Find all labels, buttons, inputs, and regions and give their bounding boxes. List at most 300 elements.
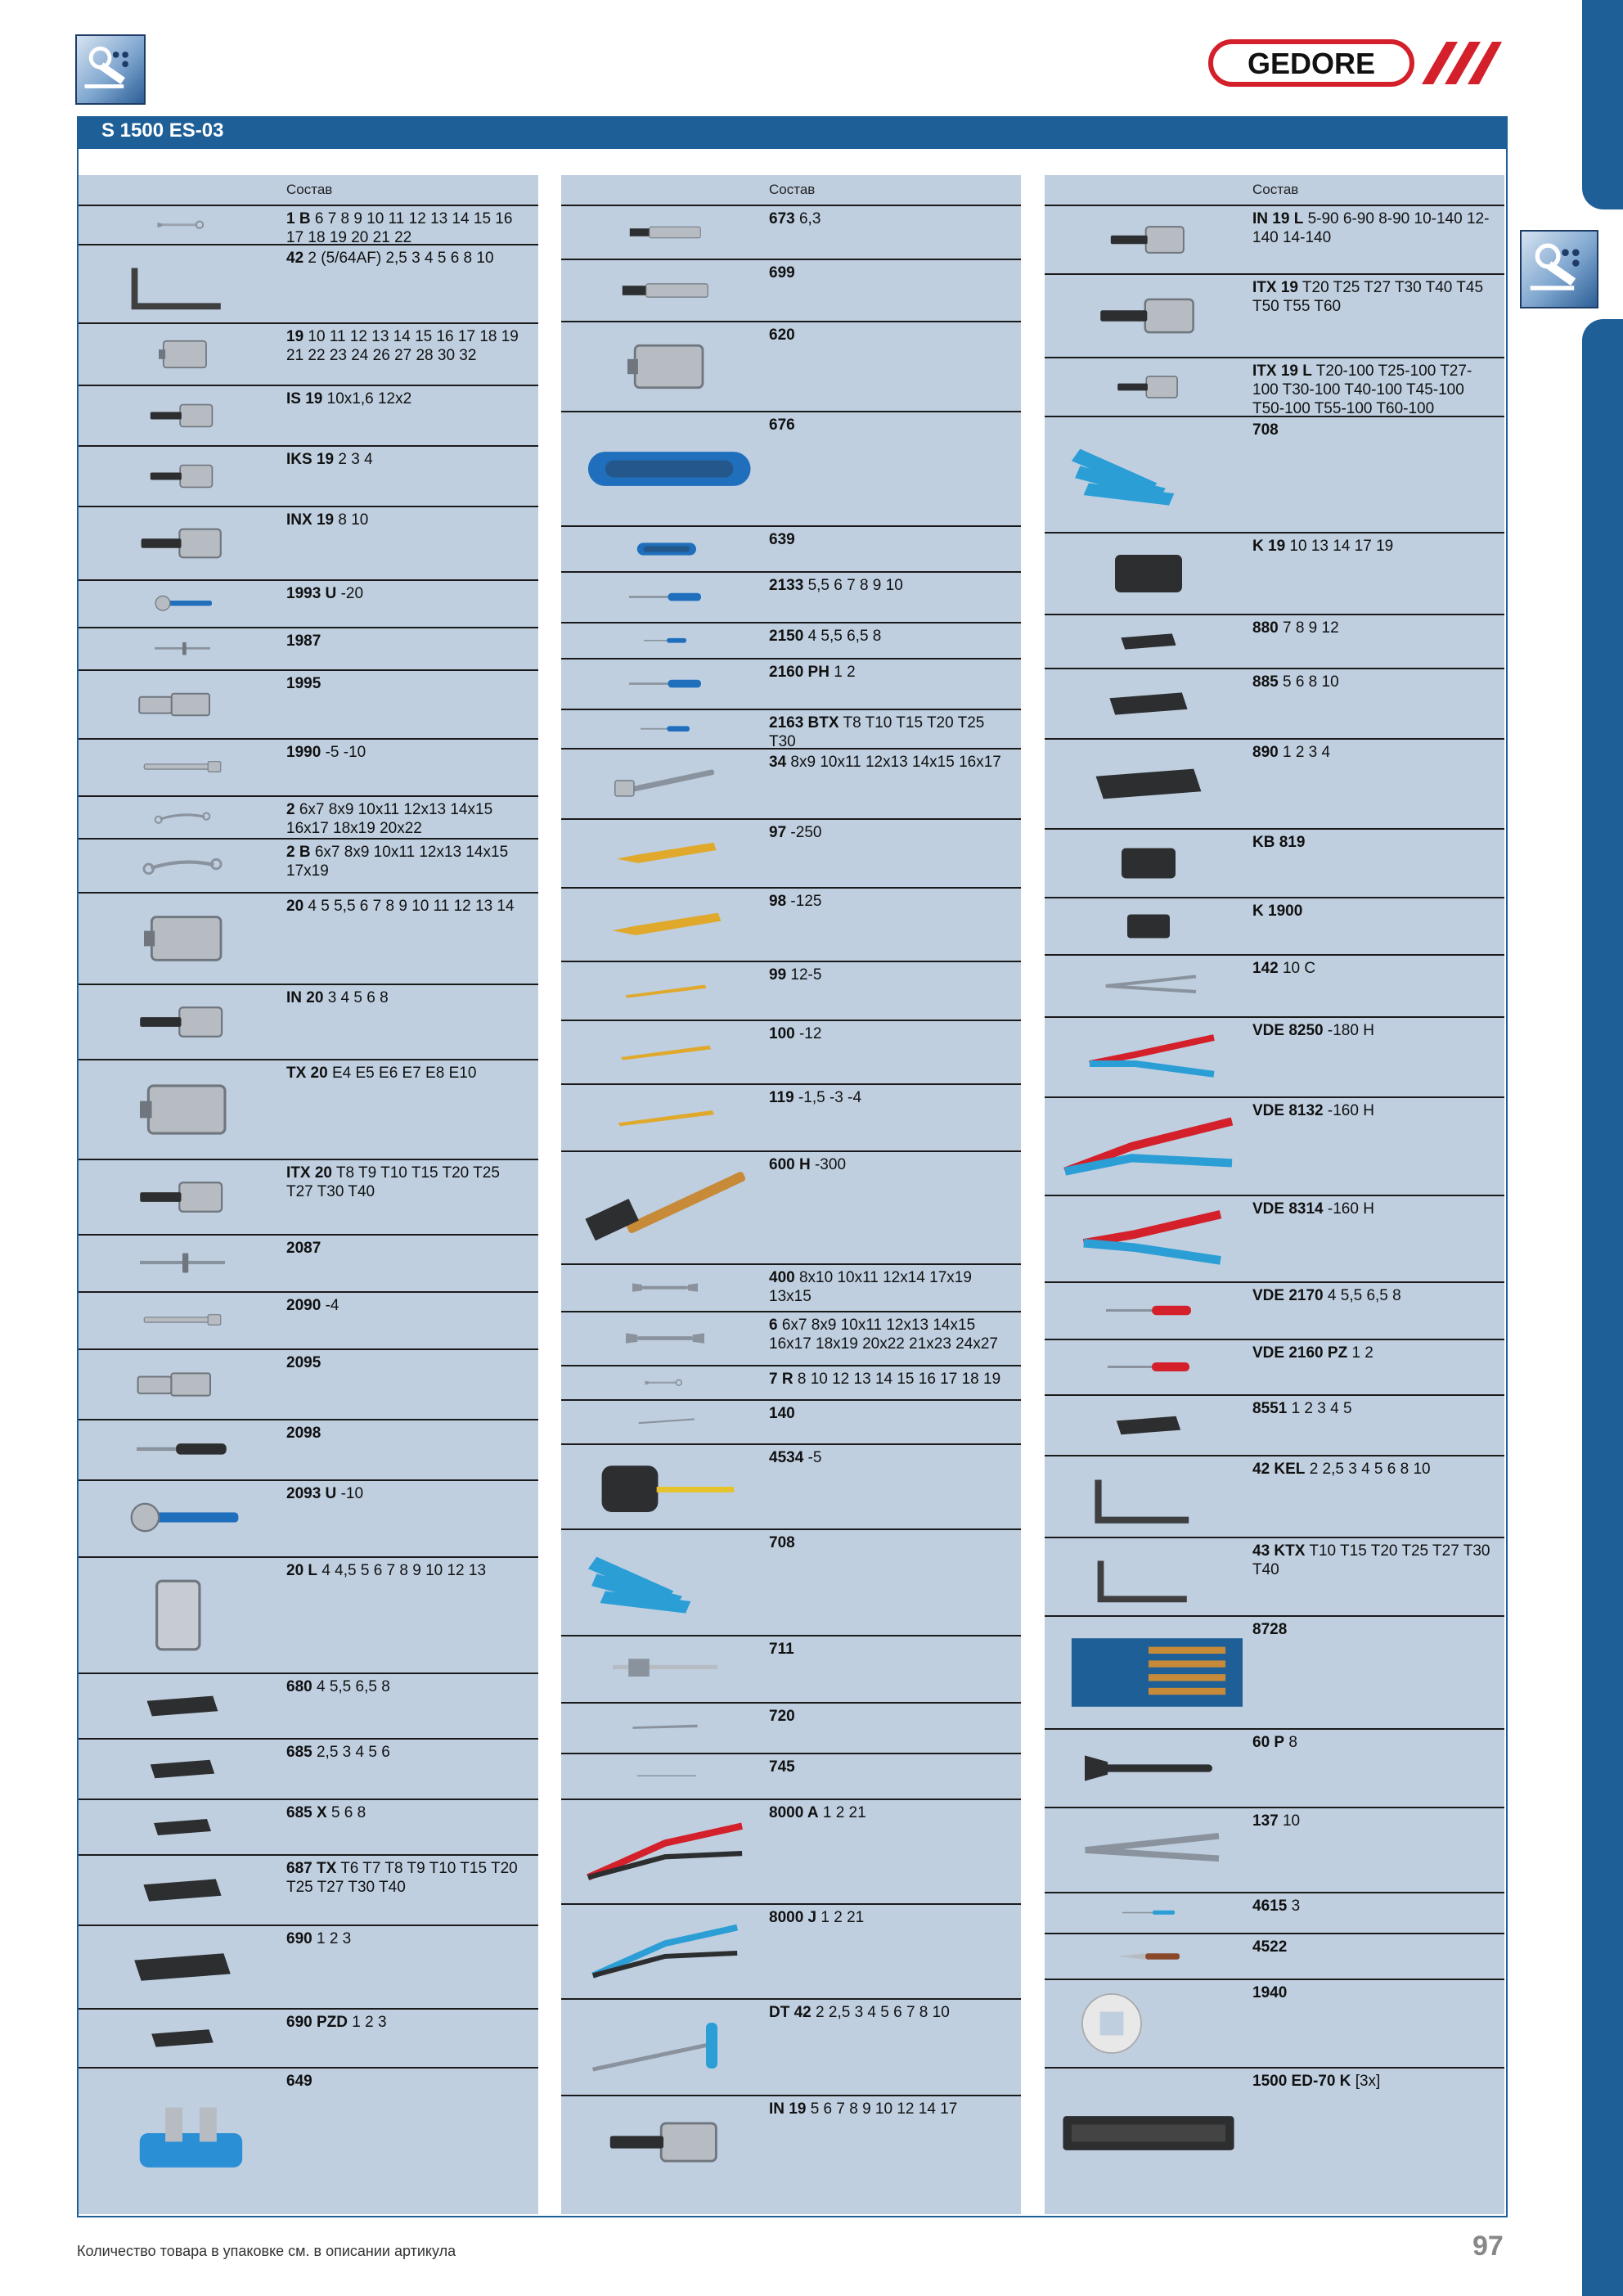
tray-icon xyxy=(1054,2075,1243,2191)
tool-sizes: 4 4,5 5 6 7 8 9 10 12 13 xyxy=(321,1562,487,1579)
tool-description xyxy=(1252,1620,1496,1639)
tool-row xyxy=(79,1159,538,1234)
chisel-icon xyxy=(571,826,759,880)
tool-code: 1940 xyxy=(1252,1984,1288,2001)
tool-row xyxy=(1045,1537,1504,1615)
screwdriver-socket-icon xyxy=(88,393,276,439)
tool-row xyxy=(1045,1281,1504,1339)
column-header xyxy=(561,175,1021,205)
tool-code: K 19 xyxy=(1252,538,1286,555)
bit-icon xyxy=(1054,746,1243,822)
tool-description xyxy=(286,1743,530,1762)
tool-row xyxy=(1045,738,1504,828)
screwdriver-icon xyxy=(571,717,759,741)
tool-row xyxy=(1045,1892,1504,1933)
tool-sizes: 4 5,5 6,5 8 xyxy=(1327,1287,1401,1304)
page-number: 97 xyxy=(1472,2231,1504,2262)
tool-row xyxy=(79,244,538,322)
tool-description xyxy=(769,1155,1013,1174)
tool-row xyxy=(1045,205,1504,273)
tool-description xyxy=(1252,1460,1496,1479)
tool-sizes: 2 2,5 3 4 5 6 7 8 10 xyxy=(816,2004,950,2021)
tool-description xyxy=(769,1533,1013,1552)
tool-row xyxy=(561,1998,1021,2095)
tool-description xyxy=(1252,2072,1496,2091)
tool-sizes: 2 2,5 3 4 5 6 8 10 xyxy=(1309,1461,1431,1478)
tool-code: 639 xyxy=(769,531,795,548)
tool-code: 2093 U xyxy=(286,1485,337,1502)
bit-icon xyxy=(1054,1402,1243,1448)
tool-description xyxy=(1252,1897,1496,1916)
tool-code: ITX 20 xyxy=(286,1164,332,1182)
screwdriver-socket-icon xyxy=(1054,213,1243,267)
tool-row xyxy=(79,892,538,984)
tool-row xyxy=(79,1348,538,1419)
tool-row xyxy=(79,506,538,579)
tool-row xyxy=(79,385,538,445)
tool-column-1 xyxy=(79,175,538,2214)
tool-column-2 xyxy=(561,175,1021,2214)
tool-code: 142 xyxy=(1252,960,1279,977)
tool-row xyxy=(561,1635,1021,1702)
bit-icon xyxy=(1054,676,1243,732)
tool-description xyxy=(1252,1101,1496,1120)
knife-icon xyxy=(1054,1941,1243,1972)
screwdriver-icon xyxy=(571,579,759,615)
bit-icon xyxy=(88,1862,276,1918)
socket-icon xyxy=(88,331,276,378)
ratchet-icon xyxy=(88,1488,276,1550)
screwdriver-socket-icon xyxy=(1054,365,1243,409)
tool-column-3 xyxy=(1045,175,1504,2214)
tool-description xyxy=(286,1424,530,1443)
adjustable-wrench-icon xyxy=(1054,1736,1243,1800)
tool-description xyxy=(286,209,530,244)
spinner-handle-icon xyxy=(88,1427,276,1473)
open-spanner-icon xyxy=(571,1272,759,1304)
tool-description xyxy=(286,674,530,693)
tool-row xyxy=(561,259,1021,321)
tool-row xyxy=(1045,2067,1504,2198)
tool-code: DT 42 xyxy=(769,2004,812,2021)
tool-description xyxy=(769,1448,1013,1467)
tool-sizes: 3 4 5 6 8 xyxy=(327,989,389,1006)
footer-note: Количество товара в упаковке см. в описании артикула xyxy=(77,2243,456,2259)
locking-pliers-icon xyxy=(1054,1815,1243,1885)
tool-code: 100 xyxy=(769,1025,795,1042)
screwdriver-socket-icon xyxy=(571,2103,759,2181)
tool-description xyxy=(286,743,530,762)
tool-row xyxy=(79,795,538,838)
tool-description xyxy=(1252,743,1496,762)
tool-row xyxy=(561,658,1021,709)
tool-row xyxy=(79,1799,538,1854)
tool-sizes: 3 xyxy=(1291,1898,1301,1915)
tool-row xyxy=(1045,954,1504,1016)
bit-holder-icon xyxy=(571,267,759,314)
tool-description xyxy=(286,1164,530,1201)
tool-code: VDE 2160 PZ xyxy=(1252,1344,1348,1362)
tool-description xyxy=(286,1859,530,1897)
tool-sizes: -20 xyxy=(340,585,364,602)
tool-description xyxy=(286,1239,530,1258)
column-header-label: Состав xyxy=(769,182,816,197)
tool-code: 720 xyxy=(769,1708,795,1725)
feeler-icon xyxy=(571,1407,759,1437)
tool-row xyxy=(1045,532,1504,614)
tool-description xyxy=(769,576,1013,595)
combination-wrench-icon xyxy=(571,1373,759,1393)
tool-code: 885 xyxy=(1252,673,1279,691)
tool-description xyxy=(1252,1399,1496,1418)
tool-description xyxy=(769,2003,1013,2022)
screwdriver-socket-icon xyxy=(88,514,276,573)
bit-icon xyxy=(88,1807,276,1848)
tool-sizes: 10 C xyxy=(1282,960,1316,977)
file-set-icon xyxy=(1054,1623,1243,1722)
tool-code: 4522 xyxy=(1252,1938,1288,1956)
tool-code: 137 xyxy=(1252,1812,1279,1830)
tool-code: IN 19 L xyxy=(1252,210,1304,227)
tool-row xyxy=(561,961,1021,1020)
tool-code: 711 xyxy=(769,1641,794,1658)
tool-code: 1500 ED-70 K xyxy=(1252,2073,1351,2090)
combination-pliers-icon xyxy=(1054,1024,1243,1090)
tool-description xyxy=(769,326,1013,344)
tool-code: 140 xyxy=(769,1405,795,1422)
tool-description xyxy=(769,966,1013,984)
tool-sizes: 10 11 12 13 14 15 16 17 18 19 21 22 23 24 26 27 28 30 32 xyxy=(286,328,519,364)
tool-sizes: 2 3 4 xyxy=(338,451,373,468)
tool-description xyxy=(1252,619,1496,637)
tool-row xyxy=(79,1556,538,1672)
side-tab-top xyxy=(1582,0,1623,209)
hammer-icon xyxy=(571,1159,759,1257)
tool-sizes: T10 T15 T20 T25 T27 T30 T40 xyxy=(1252,1542,1490,1578)
tool-row xyxy=(1045,1933,1504,1979)
tool-description xyxy=(286,2013,530,2032)
t-handle-icon xyxy=(88,635,276,663)
extension-bar-icon xyxy=(88,1299,276,1342)
tool-sizes: 10 13 14 17 19 xyxy=(1289,538,1394,555)
tool-row xyxy=(561,571,1021,622)
tool-description xyxy=(286,2072,530,2091)
screwdriver-socket-icon xyxy=(88,453,276,499)
scriber-icon xyxy=(571,1761,759,1792)
tool-code: 2090 xyxy=(286,1297,321,1314)
tool-sizes: 5,5 6 7 8 9 10 xyxy=(807,577,903,594)
tool-code: TX 20 xyxy=(286,1065,328,1082)
tool-sizes: 1 2 21 xyxy=(822,1804,866,1821)
bit-icon xyxy=(88,1681,276,1731)
tool-row xyxy=(1045,1394,1504,1455)
screwdriver-icon xyxy=(571,666,759,702)
tool-description xyxy=(1252,1812,1496,1830)
socket-icon xyxy=(88,1067,276,1152)
screwdriver-socket-icon xyxy=(88,1167,276,1227)
universal-joint-icon xyxy=(88,1357,276,1412)
tool-code: 2087 xyxy=(286,1240,321,1257)
tool-row xyxy=(1045,1615,1504,1728)
tool-description xyxy=(769,714,1013,748)
tool-code: 34 xyxy=(769,754,787,771)
socket-icon xyxy=(88,900,276,977)
extension-bar-icon xyxy=(88,746,276,789)
gedore-logo-text: GEDORE xyxy=(1247,47,1376,80)
tool-code: 685 xyxy=(286,1744,312,1761)
screwdriver-socket-icon xyxy=(88,992,276,1052)
tool-description xyxy=(286,897,530,916)
washer-icon xyxy=(1054,1987,1243,2060)
tool-description xyxy=(1252,209,1496,247)
tool-row xyxy=(561,622,1021,658)
bit-holder-icon xyxy=(571,213,759,252)
tool-code: 708 xyxy=(769,1534,795,1551)
tool-description xyxy=(1252,362,1496,416)
tool-row xyxy=(1045,1195,1504,1281)
tool-row xyxy=(79,1925,538,2008)
ring-spanner-icon xyxy=(88,804,276,831)
column-header-label: Состав xyxy=(1252,182,1299,197)
tool-code: INX 19 xyxy=(286,511,335,529)
tool-description xyxy=(769,753,1013,772)
vde-screwdriver-icon xyxy=(1054,1347,1243,1388)
tool-description xyxy=(769,1803,1013,1822)
tool-description xyxy=(286,327,530,365)
tool-description xyxy=(1252,1286,1496,1305)
tool-row xyxy=(79,1419,538,1479)
circlip-pliers-red-icon xyxy=(571,1807,759,1897)
tool-code: 1987 xyxy=(286,633,321,650)
tool-row xyxy=(561,1903,1021,1998)
tool-row xyxy=(561,1083,1021,1150)
tool-row xyxy=(1045,1016,1504,1096)
tool-code: 620 xyxy=(769,326,795,344)
tool-description xyxy=(769,1370,1013,1389)
tool-code: 60 P xyxy=(1252,1734,1285,1751)
tool-description xyxy=(1252,1021,1496,1040)
tool-row xyxy=(561,1399,1021,1443)
tool-description xyxy=(286,1677,530,1696)
tool-sizes: 1 2 3 4 xyxy=(1282,744,1331,761)
tool-sizes: 8 10 12 13 14 15 16 17 18 19 xyxy=(797,1371,1001,1388)
tool-code: 2133 xyxy=(769,577,804,594)
tool-description xyxy=(769,627,1013,646)
tool-sizes: 1 2 xyxy=(1351,1344,1373,1362)
tool-description xyxy=(1252,833,1496,852)
column-header xyxy=(79,175,538,205)
tool-row xyxy=(79,445,538,506)
tool-row xyxy=(1045,1807,1504,1892)
tool-code: IKS 19 xyxy=(286,451,335,468)
tool-row xyxy=(79,984,538,1059)
tool-row xyxy=(1045,1096,1504,1195)
side-tab-bottom xyxy=(1582,319,1623,2296)
tool-sizes: 4 5,5 6,5 8 xyxy=(807,628,882,645)
tool-row xyxy=(1045,614,1504,668)
tool-description xyxy=(769,1088,1013,1107)
tool-sizes: 4 5,5 6,5 8 xyxy=(316,1678,390,1695)
tool-sizes: 6x7 8x9 10x11 12x13 14x15 16x17 18x19 20x22 xyxy=(286,801,493,837)
tool-description xyxy=(769,663,1013,682)
bit-icon xyxy=(88,1746,276,1792)
column-header xyxy=(1045,175,1504,205)
tool-code: 880 xyxy=(1252,619,1279,637)
tool-description xyxy=(1252,1983,1496,2002)
tool-code: 43 KTX xyxy=(1252,1542,1306,1560)
tool-code: 20 xyxy=(286,898,304,915)
t-hex-key-icon xyxy=(571,2006,759,2088)
tool-sizes: 6x7 8x9 10x11 12x13 14x15 16x17 18x19 20x22 21x23 24x27 xyxy=(769,1317,998,1353)
bit-icon xyxy=(1054,622,1243,661)
tool-description xyxy=(1252,673,1496,691)
tool-sizes: 10x1,6 12x2 xyxy=(326,390,412,407)
tool-code: 2 B xyxy=(286,844,311,861)
tool-code: 97 xyxy=(769,824,787,841)
tool-code: 1990 xyxy=(286,744,321,761)
tool-row xyxy=(561,2095,1021,2188)
tool-row xyxy=(561,1528,1021,1635)
tool-code: 649 xyxy=(286,2073,312,2090)
tape-measure-icon xyxy=(571,1452,759,1522)
tool-row xyxy=(561,205,1021,259)
long-nose-pliers-icon xyxy=(1054,1105,1243,1188)
circlip-pliers-blue-icon xyxy=(571,1911,759,1992)
tool-code: 8000 A xyxy=(769,1804,819,1821)
tool-description xyxy=(769,1707,1013,1726)
tool-description xyxy=(286,511,530,529)
tool-description xyxy=(769,263,1013,282)
tool-row xyxy=(561,525,1021,571)
tool-sizes: 1 2 21 xyxy=(820,1909,865,1926)
tool-sizes: -5 xyxy=(807,1449,822,1466)
punch-icon xyxy=(571,1028,759,1077)
hex-key-icon xyxy=(88,252,276,316)
tool-row xyxy=(79,579,538,627)
tool-description xyxy=(769,1758,1013,1776)
tweezers-icon xyxy=(571,1710,759,1746)
tool-row xyxy=(561,748,1021,818)
tool-description xyxy=(1252,1733,1496,1752)
tool-code: 680 xyxy=(286,1678,312,1695)
tool-code: 42 xyxy=(286,250,304,267)
tool-description xyxy=(769,2100,1013,2118)
tool-code: VDE 8250 xyxy=(1252,1022,1324,1039)
section-title: S 1500 ES-03 xyxy=(101,119,224,142)
tool-description xyxy=(286,1561,530,1580)
tool-description xyxy=(769,530,1013,549)
tool-description xyxy=(769,1404,1013,1423)
gedore-logo xyxy=(1207,38,1502,88)
screwdriver-socket-icon xyxy=(1054,281,1243,350)
impact-socket-icon xyxy=(1054,836,1243,890)
tool-code: 8728 xyxy=(1252,1621,1288,1638)
tool-code: 2163 BTX xyxy=(769,714,839,732)
section-title-bar xyxy=(77,116,1508,147)
tool-row xyxy=(1045,1455,1504,1537)
tool-description xyxy=(286,584,530,603)
side-cutters-icon xyxy=(1054,1203,1243,1275)
tool-code: 7 R xyxy=(769,1371,794,1388)
impact-socket-icon xyxy=(1054,905,1243,948)
hex-key-icon xyxy=(1054,1463,1243,1530)
tool-sizes: -300 xyxy=(814,1156,847,1173)
tool-description xyxy=(769,416,1013,434)
tool-set-category-icon xyxy=(1520,230,1598,308)
tool-row xyxy=(79,2008,538,2067)
tool-description xyxy=(1252,959,1496,978)
tool-description xyxy=(769,1316,1013,1353)
tool-row xyxy=(1045,828,1504,897)
bit-icon xyxy=(88,1933,276,2001)
tool-sizes: -5 -10 xyxy=(325,744,366,761)
tool-code: IN 19 xyxy=(769,2100,807,2118)
socket-icon xyxy=(571,329,759,404)
tool-description xyxy=(286,1484,530,1503)
tool-description xyxy=(1252,1200,1496,1218)
tool-code: 19 xyxy=(286,328,304,345)
tool-sizes: T6 T7 T8 T9 T10 T15 T20 T25 T27 T30 T40 xyxy=(286,1860,518,1896)
tool-description xyxy=(1252,537,1496,556)
tool-sizes: E4 E5 E6 E7 E8 E10 xyxy=(331,1065,477,1082)
tool-row xyxy=(1045,1728,1504,1807)
tool-description xyxy=(286,1803,530,1822)
tool-row xyxy=(79,322,538,385)
tool-sizes: 10 xyxy=(1282,1812,1301,1830)
tool-code: 745 xyxy=(769,1758,795,1776)
tool-code: VDE 8314 xyxy=(1252,1200,1324,1218)
tool-sizes: -4 xyxy=(325,1297,339,1314)
tool-description xyxy=(769,1024,1013,1043)
tool-row xyxy=(79,1291,538,1348)
tool-code: VDE 2170 xyxy=(1252,1287,1324,1304)
tool-sizes: 2,5 3 4 5 6 xyxy=(316,1744,390,1761)
tool-code: 708 xyxy=(1252,421,1279,439)
tool-description xyxy=(769,1268,1013,1306)
tool-code: 2160 PH xyxy=(769,664,829,681)
tool-row xyxy=(561,709,1021,748)
tool-row xyxy=(561,1150,1021,1263)
tool-code: 6 xyxy=(769,1317,778,1334)
tool-sizes: 8x10 10x11 12x14 17x19 13x15 xyxy=(769,1269,972,1305)
deep-socket-icon xyxy=(88,1564,276,1666)
vde-screwdriver-icon xyxy=(1054,1290,1243,1332)
tool-description xyxy=(286,800,530,838)
tool-sizes: -12 xyxy=(798,1025,822,1042)
tool-row xyxy=(561,887,1021,961)
tool-code: 8551 xyxy=(1252,1400,1288,1417)
tool-row xyxy=(561,321,1021,411)
tool-sizes: -10 xyxy=(340,1485,364,1502)
tool-description xyxy=(1252,1344,1496,1362)
punch-icon xyxy=(571,969,759,1013)
tool-code: ITX 19 L xyxy=(1252,362,1312,380)
pliers-wrench-icon xyxy=(1054,962,1243,1010)
tool-code: 400 xyxy=(769,1269,795,1286)
tool-description xyxy=(286,1929,530,1948)
tool-code: 8000 J xyxy=(769,1909,817,1926)
tool-description xyxy=(1252,902,1496,921)
tool-description xyxy=(1252,421,1496,439)
tool-sizes: 1 2 3 xyxy=(352,2014,387,2031)
screwdriver-icon xyxy=(571,630,759,651)
tool-row xyxy=(561,411,1021,525)
tool-row xyxy=(79,2067,538,2198)
handle-icon xyxy=(571,419,759,519)
impact-socket-icon xyxy=(1054,540,1243,607)
tool-description xyxy=(286,1064,530,1083)
tool-sizes: 5 6 8 xyxy=(330,1804,366,1821)
